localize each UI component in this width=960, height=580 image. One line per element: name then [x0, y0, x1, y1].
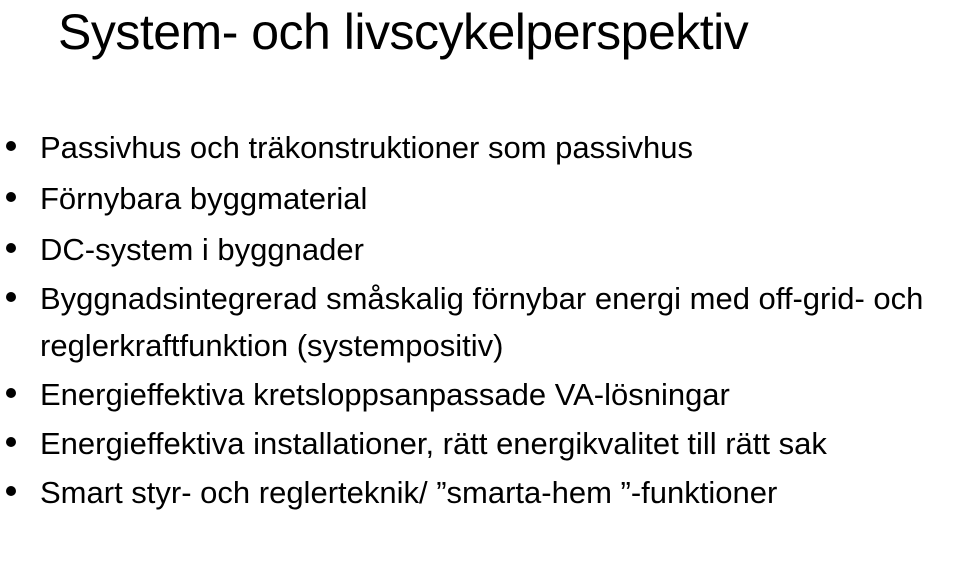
bullet-text: Förnybara byggmaterial — [40, 181, 368, 216]
bullet-text: Smart styr- och reglerteknik/ ”smarta-hem ”-funktioner — [40, 475, 778, 510]
bullet-text: Energieffektiva kretsloppsanpassade VA-lösningar — [40, 377, 730, 412]
bullet-dot-icon — [6, 292, 16, 302]
bullet-text: Passivhus och träkonstruktioner som passivhus — [40, 130, 694, 165]
bullet-item — [0, 122, 960, 173]
bullet-dot-icon — [6, 141, 16, 151]
bullet-dot-icon — [6, 243, 16, 253]
bullet-text: Energieffektiva installationer, rätt energikvalitet till rätt sak — [40, 426, 827, 461]
bullet-item — [0, 173, 960, 224]
bullet-item — [0, 369, 960, 420]
bullet-item — [0, 467, 960, 518]
bullet-dot-icon — [6, 437, 16, 447]
bullet-dot-icon — [6, 388, 16, 398]
bullet-item — [0, 275, 960, 369]
bullet-dot-icon — [6, 486, 16, 496]
bullet-text: Byggnadsintegrerad småskalig förnybar energi med off-grid- och reglerkraftfunktion (systempositiv) — [40, 281, 924, 363]
bullet-dot-icon — [6, 192, 16, 202]
bullet-list — [0, 122, 960, 518]
bullet-item — [0, 224, 960, 275]
slide-title: System- och livscykelperspektiv — [58, 4, 749, 60]
bullet-item — [0, 420, 960, 467]
bullet-text: DC-system i byggnader — [40, 232, 364, 267]
